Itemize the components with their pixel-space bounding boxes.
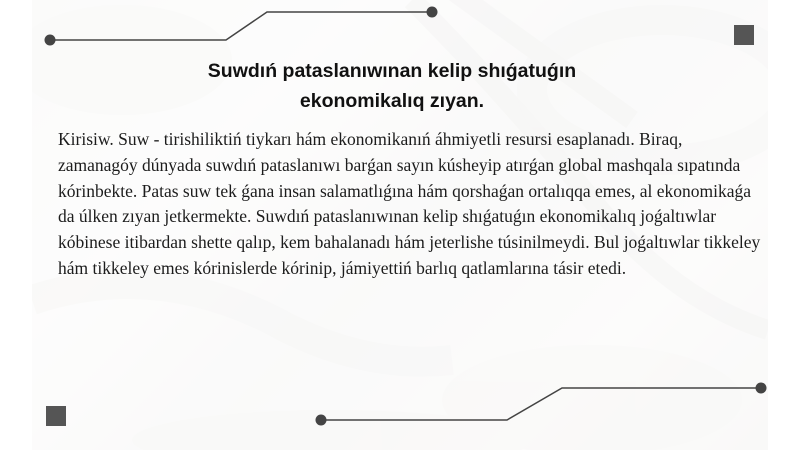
left-margin (0, 0, 32, 450)
right-margin (768, 0, 800, 450)
body-paragraph: Kirisiw. Suw - tirishiliktiń tiykarı hám ekonomikanıń áhmiyetli resursi esaplanadı. Biraq, zamanagóy dúnyada suwdıń pataslanıwı barǵan sayın kúsheyip atırǵan global mashqala sıpatında kórinbekte. Patas suw tek ǵana insan salamatlıǵına hám qorshaǵan ortalıqqa emes, al ekonomikaǵa da úlken zıyan jetkermekte. Suwdıń pataslanıwınan kelip shıǵatuǵın ekonomikalıq joǵaltıwlar kóbinese itibardan shette qalıp, kem bahalanadı hám jeterlishe túsinilmeydi. Bul joǵaltıwlar tikkeley hám tikkeley emes kórinislerde kórinip, jámiyettiń barlıq qatlamlarına tásir etedi. (58, 129, 761, 278)
top-right-square (734, 25, 754, 45)
slide (32, 0, 768, 450)
top-connector-line (45, 7, 438, 46)
slide-title (92, 56, 692, 116)
title-line-2: ekonomikalıq zıyan. (299, 90, 485, 112)
bottom-connector-line (316, 383, 767, 426)
bottom-left-square (46, 406, 66, 426)
title-line-1: Suwdıń pataslanıwınan kelip shıǵatuǵın (207, 60, 577, 82)
